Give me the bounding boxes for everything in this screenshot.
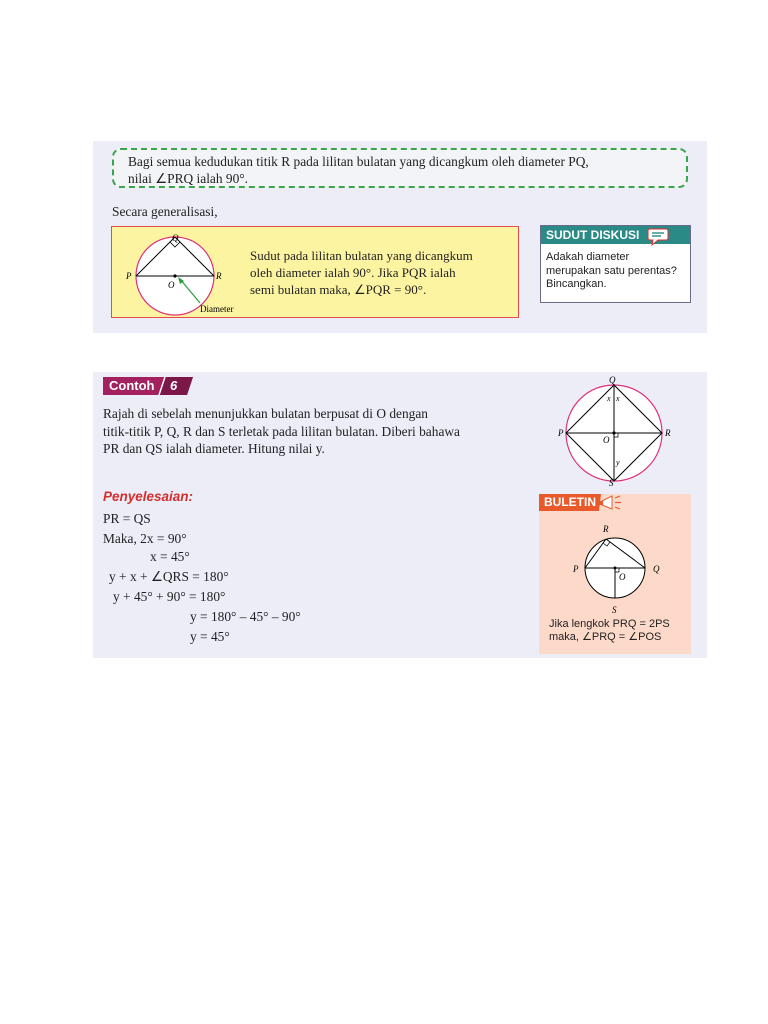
sudut-diskusi-box bbox=[540, 225, 691, 303]
sudut-diskusi-title: SUDUT DISKUSI bbox=[541, 226, 690, 244]
label-s: S bbox=[612, 605, 617, 615]
label-q: Q bbox=[653, 564, 660, 574]
generalisation-line-2: oleh diameter ialah 90°. Jika PQR ialah bbox=[250, 265, 456, 280]
question-line-2: titik-titik P, Q, R dan S terletak pada lilitan bulatan. Diberi bahawa bbox=[103, 423, 461, 439]
theorem-panel bbox=[93, 141, 707, 333]
label-q: Q bbox=[609, 375, 616, 385]
generalisasi-label: Secara generalisasi, bbox=[112, 204, 218, 219]
buletin-line-2: maka, ∠PRQ = ∠POS bbox=[549, 631, 662, 643]
solution-step-4: y + x + ∠QRS = 180° bbox=[109, 569, 229, 584]
question-line-3: PR dan QS ialah diameter. Hitung nilai y. bbox=[103, 441, 325, 456]
label-s: S bbox=[609, 478, 614, 487]
label-x-right: x bbox=[616, 394, 620, 403]
label-r: R bbox=[665, 428, 671, 438]
chat-bubble-icon bbox=[646, 226, 670, 246]
buletin-circle-figure bbox=[567, 522, 667, 618]
label-x-left: x bbox=[607, 394, 611, 403]
penyelesaian-heading: Penyelesaian: bbox=[103, 489, 194, 504]
generalisation-line-3: semi bulatan maka, ∠PQR = 90°. bbox=[250, 282, 427, 297]
buletin-note bbox=[549, 618, 670, 644]
label-r: R bbox=[603, 524, 609, 534]
solution-step-5: y + 45° + 90° = 180° bbox=[113, 589, 226, 604]
label-p: P bbox=[573, 564, 579, 574]
question-line-1: Rajah di sebelah menunjukkan bulatan berpusat di O dengan bbox=[103, 406, 429, 421]
label-o: O bbox=[619, 572, 626, 582]
buletin-box bbox=[539, 494, 691, 654]
label-r: R bbox=[216, 271, 222, 281]
example-panel bbox=[93, 372, 707, 658]
buletin-line-1: Jika lengkok PRQ = 2PS bbox=[549, 618, 670, 630]
generalisation-line-1: Sudut pada lilitan bulatan yang dicangkum bbox=[250, 248, 473, 263]
label-o: O bbox=[603, 435, 610, 445]
theorem-statement-box bbox=[112, 148, 688, 188]
contoh-label: Contoh bbox=[109, 378, 155, 393]
solution-step-1: PR = QS bbox=[103, 511, 151, 526]
center-dot bbox=[614, 567, 617, 570]
label-p: P bbox=[126, 271, 132, 281]
theorem-line-1: Bagi semua kedudukan titik R pada lilitan bulatan yang dicangkum oleh diameter PQ, bbox=[128, 154, 589, 169]
example-circle-figure bbox=[558, 375, 694, 487]
sudut-diskusi-body bbox=[546, 251, 677, 292]
label-o: O bbox=[168, 280, 175, 290]
solution-step-3: x = 45° bbox=[150, 549, 190, 564]
solution-step-6: y = 180° – 45° – 90° bbox=[190, 609, 301, 624]
label-q: Q bbox=[172, 233, 179, 243]
label-y: y bbox=[616, 458, 620, 467]
sudut-line-1: Adakah diameter bbox=[546, 251, 630, 263]
semicircle-figure bbox=[116, 229, 246, 317]
center-dot bbox=[173, 274, 176, 277]
sudut-line-3: Bincangkan. bbox=[546, 278, 607, 290]
megaphone-icon bbox=[598, 494, 624, 512]
solution-step-2: Maka, 2x = 90° bbox=[103, 531, 187, 546]
center-dot bbox=[612, 431, 615, 434]
buletin-title: BULETIN bbox=[544, 495, 596, 509]
generalisation-text bbox=[250, 247, 508, 298]
label-diameter: Diameter bbox=[200, 304, 234, 314]
generalisation-box bbox=[111, 226, 519, 318]
buletin-tag bbox=[539, 494, 629, 511]
theorem-statement bbox=[128, 153, 678, 187]
label-p: P bbox=[558, 428, 564, 438]
solution-step-7: y = 45° bbox=[190, 629, 230, 644]
question-text bbox=[103, 405, 517, 458]
contoh-number: 6 bbox=[170, 378, 178, 393]
theorem-line-2: nilai ∠PRQ ialah 90°. bbox=[128, 171, 249, 186]
sudut-line-2: merupakan satu perentas? bbox=[546, 264, 677, 277]
contoh-tag bbox=[103, 377, 193, 395]
